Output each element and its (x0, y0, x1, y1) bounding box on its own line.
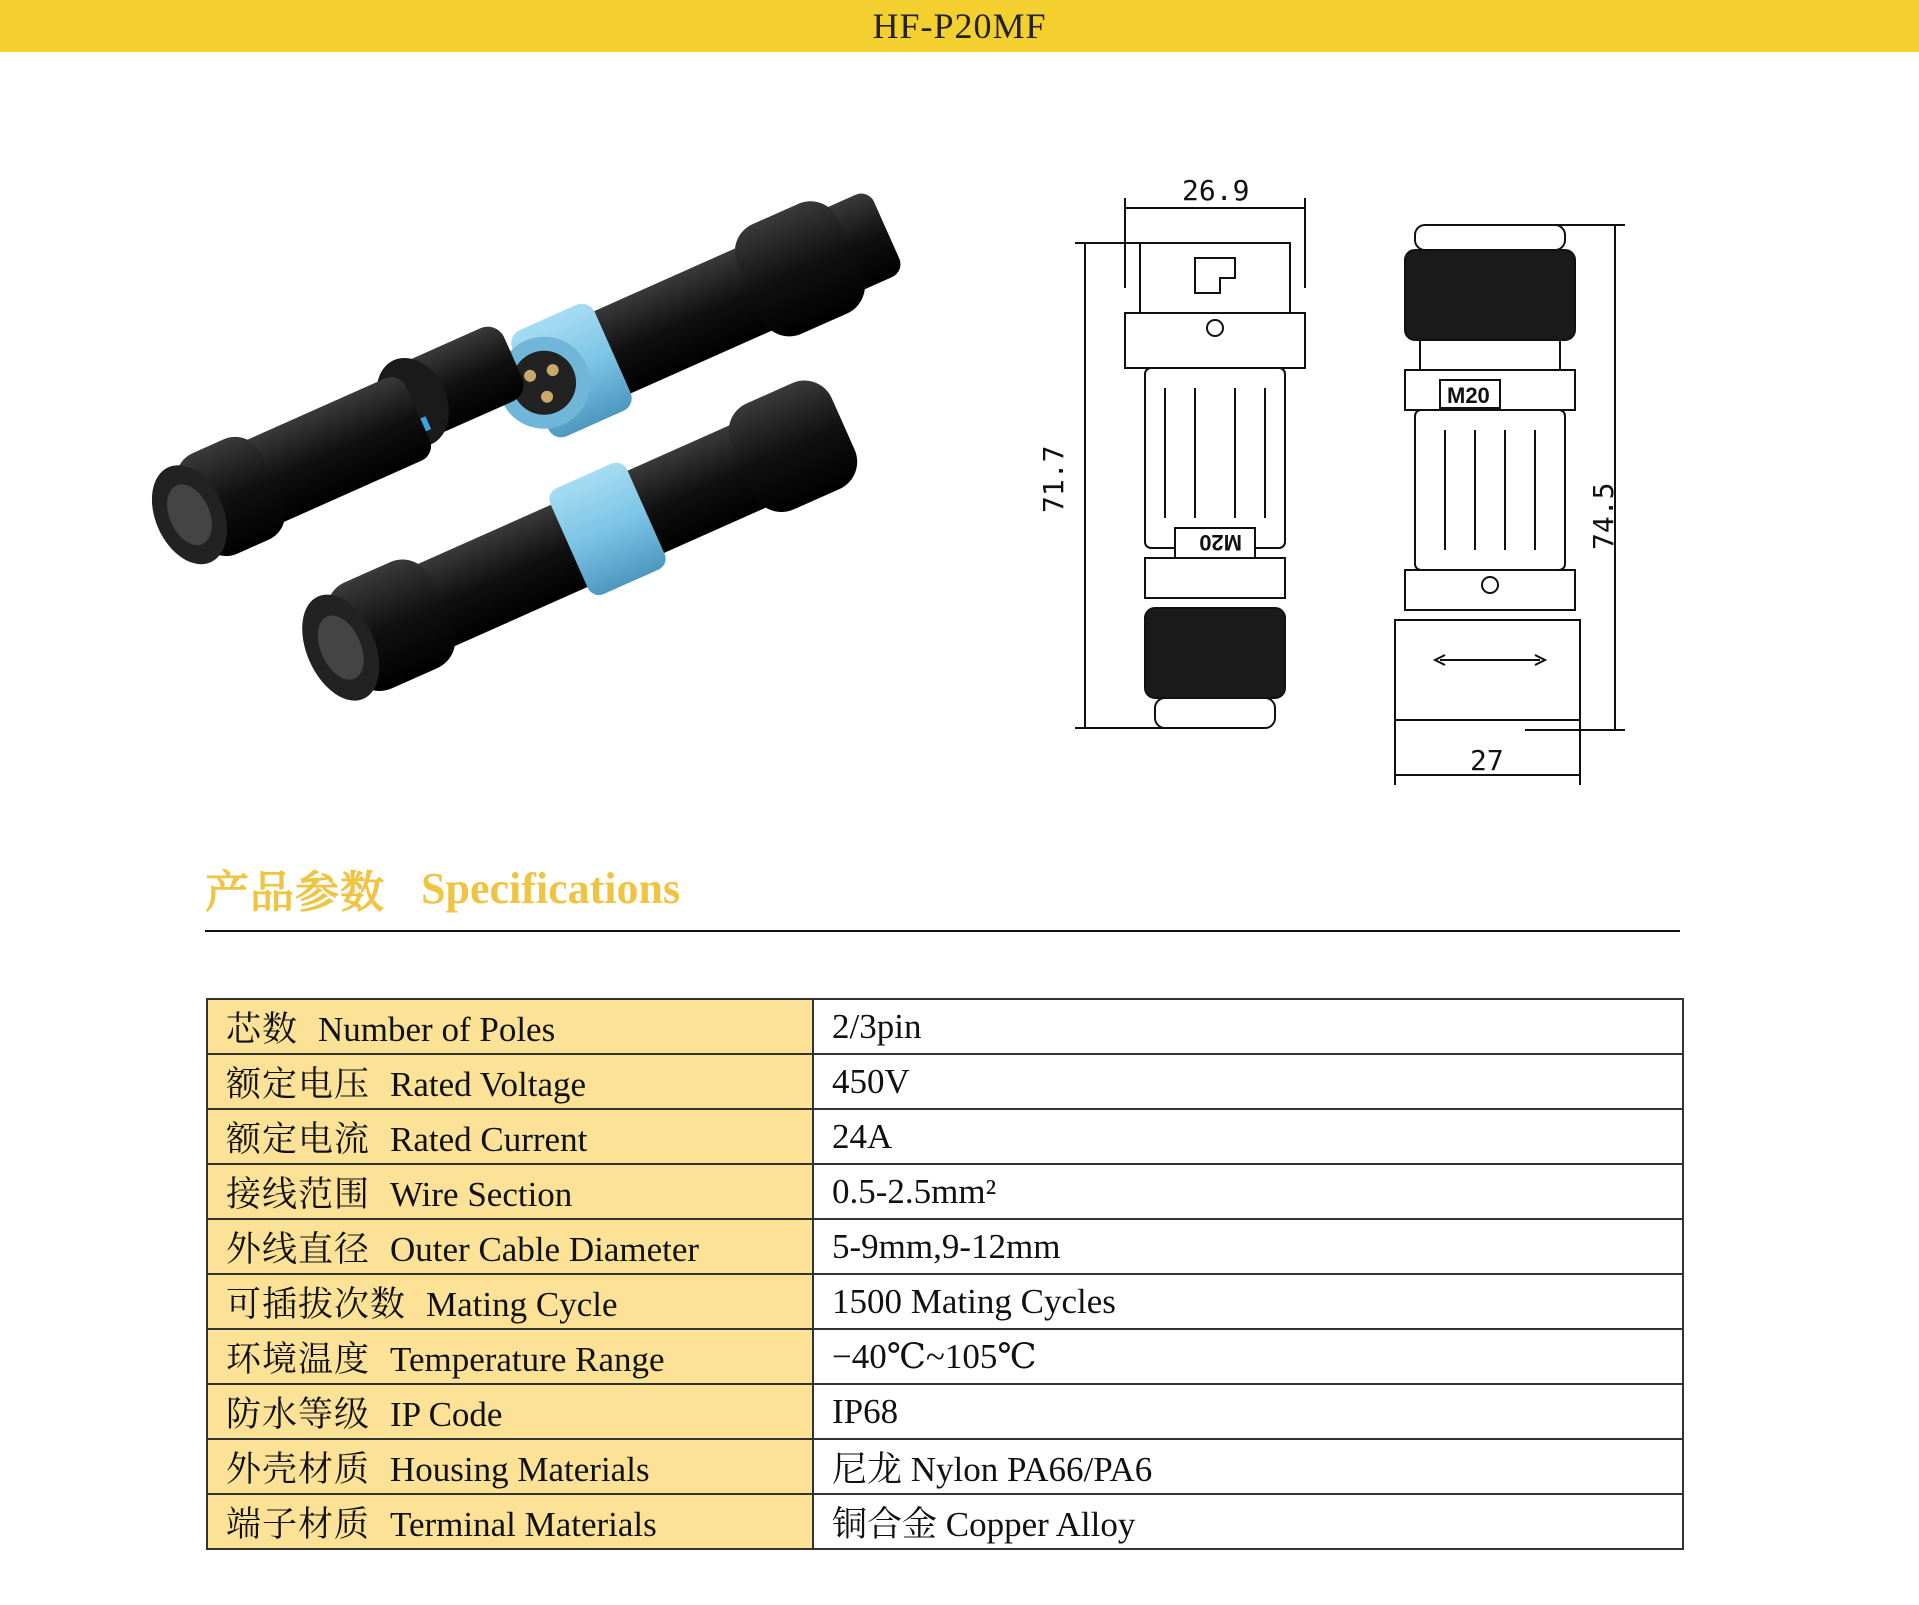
spec-value: −40℃~105℃ (813, 1329, 1683, 1384)
spec-value: 0.5-2.5mm² (813, 1164, 1683, 1219)
spec-value: 2/3pin (813, 999, 1683, 1054)
spec-label-cn: 防水等级 (226, 1394, 371, 1434)
spec-label-cell (207, 1274, 813, 1329)
table-row (207, 1054, 1683, 1109)
title-bar (0, 0, 1919, 52)
spec-label-cn: 接线范围 (226, 1174, 371, 1214)
spec-label-cn: 外壳材质 (226, 1449, 371, 1489)
spec-heading-en: Specifications (421, 863, 681, 913)
product-photo (140, 170, 980, 740)
table-row (207, 1384, 1683, 1439)
spec-label-en: Terminal Materials (390, 1504, 657, 1544)
spec-label-cn: 端子材质 (226, 1504, 371, 1544)
front-width-dim: 26.9 (1182, 174, 1250, 207)
spec-value: 铜合金 Copper Alloy (813, 1494, 1683, 1549)
spec-label-cell (207, 1219, 813, 1274)
table-row (207, 1219, 1683, 1274)
table-row (207, 1439, 1683, 1494)
side-dimension-drawing (1385, 210, 1635, 790)
spec-label-cn: 可插拔次数 (226, 1284, 407, 1324)
spec-label-cn: 额定电压 (226, 1064, 371, 1104)
front-dimension-drawing (1037, 168, 1345, 748)
spec-label-cell (207, 1164, 813, 1219)
spec-value: 450V (813, 1054, 1683, 1109)
spec-label-en: Temperature Range (390, 1339, 665, 1379)
table-row (207, 1109, 1683, 1164)
spec-table (206, 998, 1684, 1550)
spec-label-cell (207, 1109, 813, 1164)
spec-value: 1500 Mating Cycles (813, 1274, 1683, 1329)
spec-label-cell (207, 1329, 813, 1384)
spec-label-cn: 芯数 (226, 1009, 299, 1049)
spec-label-cn: 外线直径 (226, 1229, 371, 1269)
side-height-dim: 74.5 (1587, 482, 1620, 550)
side-thread-label: M20 (1447, 383, 1490, 408)
spec-label-en: Wire Section (390, 1174, 573, 1214)
spec-value: IP68 (813, 1384, 1683, 1439)
spec-value: 5-9mm,9-12mm (813, 1219, 1683, 1274)
spec-value: 尼龙 Nylon PA66/PA6 (813, 1439, 1683, 1494)
spec-value: 24A (813, 1109, 1683, 1164)
side-width-dim: 27 (1470, 744, 1504, 777)
spec-label-en: Rated Voltage (390, 1064, 587, 1104)
spec-label-en: IP Code (390, 1394, 503, 1434)
front-thread-label: M20 (1199, 530, 1242, 555)
table-row (207, 999, 1683, 1054)
spec-heading (205, 858, 680, 918)
table-row (207, 1164, 1683, 1219)
spec-label-cell (207, 999, 813, 1054)
spec-heading-cn: 产品参数 (205, 868, 385, 917)
spec-label-en: Housing Materials (390, 1449, 650, 1489)
spec-label-cell (207, 1439, 813, 1494)
spec-label-cell (207, 1384, 813, 1439)
spec-label-en: Outer Cable Diameter (390, 1229, 700, 1269)
table-row (207, 1494, 1683, 1549)
spec-label-en: Number of Poles (318, 1009, 556, 1049)
heading-divider (205, 930, 1680, 932)
spec-label-cell (207, 1494, 813, 1549)
spec-label-en: Rated Current (390, 1119, 588, 1159)
product-title: HF-P20MF (872, 6, 1047, 46)
table-row (207, 1274, 1683, 1329)
front-height-dim: 71.7 (1037, 445, 1070, 513)
cable-gland-part (136, 363, 440, 579)
spec-label-cn: 环境温度 (226, 1339, 371, 1379)
table-row (207, 1329, 1683, 1384)
spec-label-en: Mating Cycle (426, 1284, 618, 1324)
male-connector-part (478, 175, 911, 456)
spec-label-cn: 额定电流 (226, 1119, 371, 1159)
spec-label-cell (207, 1054, 813, 1109)
